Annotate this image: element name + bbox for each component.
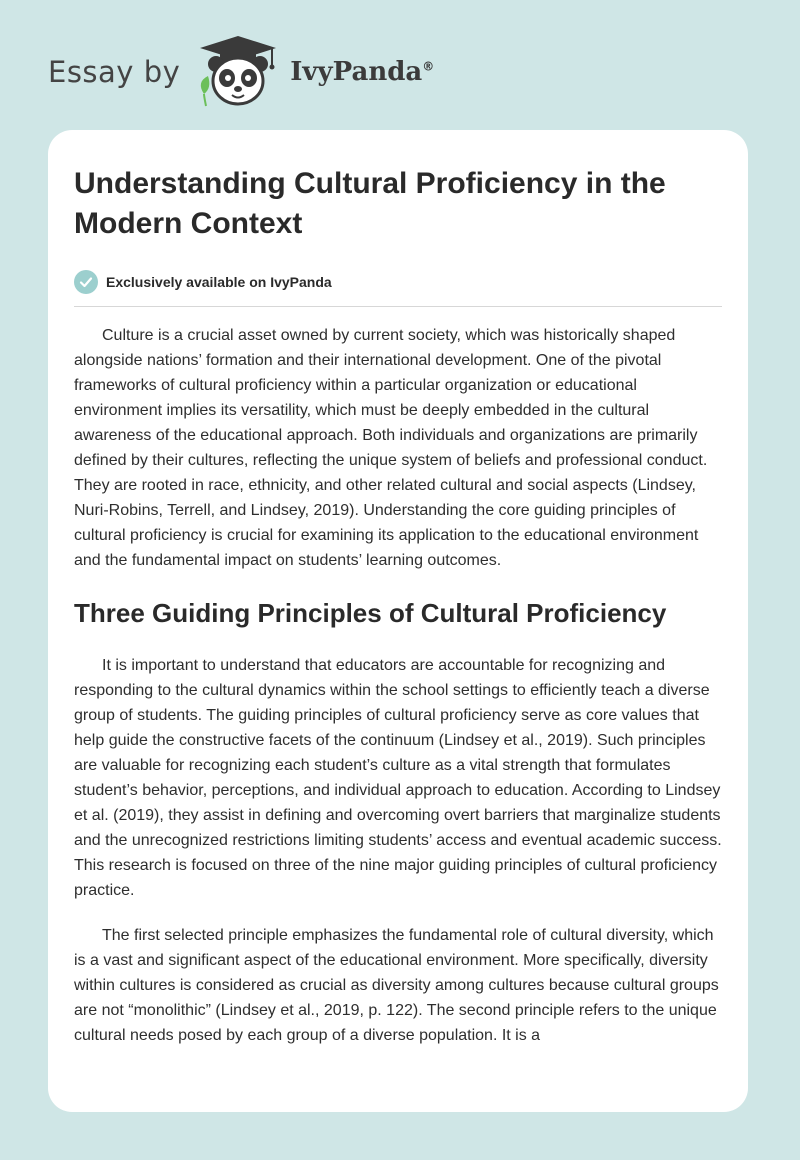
brand-prefix: Essay by	[48, 55, 181, 89]
divider	[74, 306, 722, 307]
check-icon	[74, 270, 98, 294]
section-heading: Three Guiding Principles of Cultural Proficiency	[74, 598, 667, 628]
paragraph-body-2: The first selected principle emphasizes the fundamental role of cultural diversity, which is a vast and significant aspect of the educational environment. More specifically, diversity within cultures is considered as crucial as diversity among cultures because cultural groups are not “monolithic” (Lindsey et al., 2019, p. 122). The second principle refers to the unique cultural needs posed by each group of a diverse population. It is a	[74, 927, 719, 1044]
registered-mark: ®	[422, 59, 435, 74]
paragraph-intro: Culture is a crucial asset owned by current society, which was historically shaped alongside nations’ formation and their international development. One of the pivotal frameworks of cultural proficiency within a particular organization or educational environment implies its versatility, which must be deeply embedded in the cultural awareness of the educational approach. Both individuals and organizations are primarily defined by their cultures, reflecting the unique system of beliefs and professional conduct. They are rooted in race, ethnicity, and other related cultural and social aspects (Lindsey, Nuri-Robins, Terrell, and Lindsey, 2019). Understanding the core guiding principles of cultural proficiency is crucial for examining its application to the educational environment and the fundamental impact on students’ learning outcomes.	[74, 327, 708, 569]
site-logo[interactable]	[48, 34, 434, 110]
exclusive-label: Exclusively available on IvyPanda	[106, 274, 332, 290]
brand-name: IvyPanda®	[290, 57, 435, 87]
essay-card	[48, 130, 748, 1112]
essay-title: Understanding Cultural Proficiency in the Modern Context	[74, 167, 666, 240]
paragraph-body-1: It is important to understand that educators are accountable for recognizing and responding to the cultural dynamics within the school settings to efficiently teach a diverse group of students. The guiding principles of cultural proficiency serve as core values that help guide the constructive facets of the continuum (Lindsey et al., 2019). Such principles are valuable for recognizing each student’s culture as a vital strength that formulates student’s behavior, perceptions, and individual approach to education. According to Lindsey et al. (2019), they assist in defining and overcoming overt barriers that marginalize students and the unrecognized restrictions limiting students’ access and eventual academic success. This research is focused on three of the nine major guiding principles of cultural proficiency practice.	[74, 657, 722, 899]
exclusive-badge	[74, 270, 722, 294]
panda-graduate-icon	[194, 34, 282, 110]
